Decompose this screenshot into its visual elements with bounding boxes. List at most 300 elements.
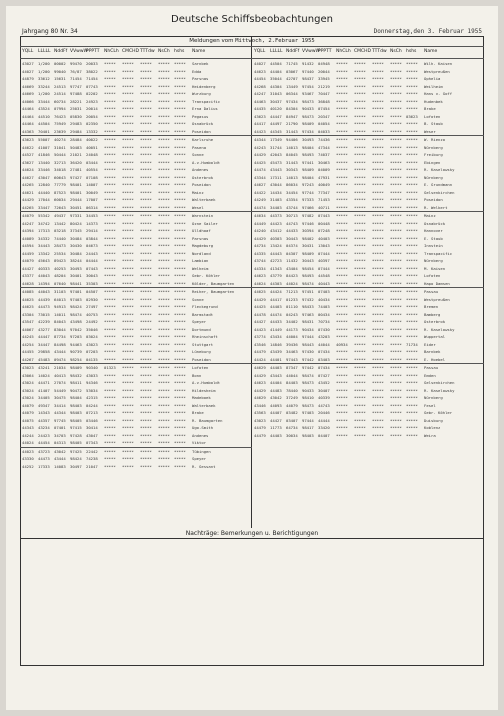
table-cell: ***** [372,182,384,187]
table-cell: ***** [158,387,170,393]
table-cell: ***** [390,220,402,226]
table-cell: 07444 [318,250,330,256]
table-cell: 40049 [318,182,330,187]
table-cell: 44627 [254,182,266,187]
ship-name-cell: Hudenbek [424,98,443,104]
ship-name-cell: Karlsruhe [192,137,214,142]
table-cell: ***** [354,167,366,172]
table-cell: 44344 [54,410,66,415]
table-cell: ***** [336,410,348,415]
table-cell: 44464 [22,113,34,119]
table-cell: ***** [390,213,402,218]
table-cell: ***** [104,432,116,438]
observations-right [254,60,482,439]
table-cell: ***** [140,417,152,423]
table-cell: 30493 [302,137,314,142]
table-cell: 98403 [302,432,314,438]
table-cell: ***** [336,356,348,362]
table-cell: 98409 [302,167,314,172]
table-cell: ***** [174,265,186,271]
meldungen-heading [166,38,338,44]
table-cell: ***** [174,387,186,393]
table-cell: 43277 [38,326,50,332]
table-cell: ***** [140,289,152,294]
table-cell: 44027 [254,61,266,66]
table-cell: 98493 [302,273,314,278]
table-row [254,257,482,265]
table-cell: 44625 [22,296,34,302]
ship-name-cell: Fleckegrund [192,304,218,309]
table-cell: 07343 [86,440,98,445]
table-cell: ***** [390,250,402,256]
table-cell: 23639 [54,128,66,134]
table-cell: 90433 [302,106,314,111]
table-cell: ***** [354,220,366,226]
table-cell: ***** [372,91,384,96]
table-cell: ***** [406,334,418,339]
ship-name-cell: Barmstadt [192,311,214,317]
table-row [22,196,250,204]
table-cell: ***** [140,167,152,172]
table-cell: ***** [104,326,116,332]
table-row [22,136,250,144]
table-cell: ***** [406,380,418,385]
table-cell: ***** [104,68,116,74]
table-cell: ***** [354,91,366,96]
table-cell: ***** [336,220,348,226]
table-cell: ***** [174,440,186,445]
table-cell: 34703 [54,432,66,438]
table-cell: ***** [390,189,402,195]
table-cell: 44268 [254,83,266,89]
ship-name-cell: Passau [424,289,439,294]
table-cell: 04507 [86,289,98,294]
table-cell: 44067 [22,326,34,332]
ship-name-cell: Reiher, Baumgarten [192,289,235,294]
table-cell: 34403 [270,204,282,210]
column-headers-right [254,48,482,58]
table-cell: 21021 [70,152,82,157]
page-title: Deutsche Schiffsbeobachtungen [171,14,333,25]
table-cell: 02350 [86,121,98,126]
table-cell: 97488 [70,91,82,96]
ship-name-cell: Weser [424,128,436,134]
table-row [254,144,482,152]
table-cell: 94346 [86,380,98,385]
table-cell: 44344 [254,137,266,142]
table-cell: 30475 [54,395,66,400]
table-cell: 44303 [270,280,282,286]
table-cell: 44455 [22,349,34,354]
table-cell: 43330 [22,456,34,461]
table-cell: 14434 [270,189,282,195]
table-cell: 98405 [70,417,82,423]
table-cell: 03446 [86,417,98,423]
table-cell: 17349 [270,137,282,142]
table-cell: ***** [390,365,402,370]
table-cell: ***** [372,106,384,111]
table-cell: ***** [104,204,116,210]
table-cell: 34742 [38,220,50,226]
table-cell: 35046 [86,326,98,332]
table-cell: 20044 [318,68,330,74]
ship-name-cell: Duisburg [424,417,443,423]
table-cell: 78440 [286,387,298,393]
table-cell: 35303 [86,280,98,286]
table-cell: 44417 [270,296,282,302]
ship-name-cell: Nürnberg [424,174,443,180]
table-cell: 84304 [286,106,298,111]
table-cell: 44627 [22,174,34,180]
table-cell: ***** [140,106,152,111]
table-cell: ***** [122,167,134,172]
table-cell: 27074 [54,380,66,385]
ship-name-cell: Hannover [424,228,443,233]
table-row [254,227,482,235]
ship-name-cell: Transpacific [424,250,453,256]
table-cell: 44004 [286,334,298,339]
table-cell: 44634 [254,213,266,218]
table-cell: ***** [140,98,152,104]
table-cell: 03218 [54,228,66,233]
table-cell: 30713 [286,213,298,218]
table-cell: ***** [140,273,152,278]
table-cell: ***** [406,68,418,74]
table-cell: 98404 [302,174,314,180]
ship-name-cell: Pegasus [192,113,209,119]
table-cell: 44623 [254,273,266,278]
table-cell: ***** [104,250,116,256]
table-cell: ***** [158,68,170,74]
table-cell: 42723 [270,258,282,263]
table-row [22,60,250,68]
table-cell: 98473 [302,380,314,385]
table-cell: 30043 [86,273,98,278]
table-cell: 44454 [254,76,266,81]
table-row [22,212,250,220]
table-cell: 07248 [318,228,330,233]
table-cell: ***** [158,128,170,134]
table-row [22,272,250,280]
table-cell: ***** [122,235,134,241]
table-cell: 43723 [38,448,50,454]
table-cell: 44628 [22,280,34,286]
table-cell: 38022 [86,68,98,74]
table-cell: 97466 [302,204,314,210]
table-cell: 07403 [318,289,330,294]
table-cell: 98404 [302,144,314,150]
table-cell: ***** [372,356,384,362]
table-cell: ***** [158,319,170,324]
table-cell: 94913 [54,304,66,309]
table-cell: 14083 [54,463,66,469]
table-cell: 43779 [270,273,282,278]
table-cell: ***** [390,98,402,104]
table-cell: 33420 [318,425,330,430]
table-cell: ***** [336,137,348,142]
table-cell: ***** [354,144,366,150]
table-cell: ***** [122,280,134,286]
table-cell: 39436 [286,341,298,347]
table-cell: ***** [372,204,384,210]
table-cell: ***** [122,243,134,248]
table-cell: ***** [158,235,170,241]
table-cell: ***** [372,402,384,408]
table-cell: ***** [104,106,116,111]
table-cell: ***** [406,174,418,180]
table-cell: ***** [122,365,134,370]
ship-name-cell: Wuppertal [424,334,446,339]
table-cell: ***** [104,296,116,302]
table-cell: ***** [158,144,170,150]
ship-name-cell: Freiburg [424,152,443,157]
table-cell: ***** [140,341,152,347]
table-cell: ***** [390,167,402,172]
table-cell: 98424 [70,304,82,309]
table-cell: ***** [158,440,170,445]
table-cell: 04244 [86,402,98,408]
table-cell: ***** [390,258,402,263]
table-cell: 44510 [38,113,50,119]
table-cell: 44625 [254,289,266,294]
table-cell: ***** [174,417,186,423]
table-cell: ***** [174,235,186,241]
table-cell: 41007 [38,144,50,150]
ship-name-cell: R. Kaselowsky [424,326,455,332]
ship-name-cell: Sonne [192,296,204,302]
table-cell: 98424 [70,456,82,461]
table-cell: 76423 [54,113,66,119]
table-cell: 44079 [22,258,34,263]
table-cell: ***** [390,380,402,385]
column-header: LLLLL [270,49,283,54]
table-row [254,372,482,380]
table-cell: 98404 [70,395,82,400]
table-cell: 30443 [302,258,314,263]
table-cell: ***** [390,235,402,241]
table-cell: ***** [372,289,384,294]
ship-name-cell: Koblenz [424,425,441,430]
table-cell: 44423 [254,128,266,134]
table-cell: 33612 [38,76,50,81]
table-cell: ***** [122,440,134,445]
table-cell: ***** [372,265,384,271]
table-cell: ***** [104,289,116,294]
table-row [254,394,482,402]
table-cell: 44443 [270,250,282,256]
table-cell: 97430 [302,349,314,354]
table-cell: ***** [140,68,152,74]
table-cell: 44023 [22,448,34,454]
table-cell: ***** [158,174,170,180]
ship-name-cell: A.v.Humboldt [192,159,221,165]
table-cell: ***** [174,258,186,263]
ship-name-cell: Bremen [424,304,439,309]
table-row [22,387,250,395]
table-cell: ***** [354,334,366,339]
table-cell: ***** [122,121,134,126]
ship-name-cell: Rheinschaft [192,334,218,339]
table-cell: ***** [336,197,348,202]
table-row [22,311,250,319]
table-cell: ***** [354,349,366,354]
table-cell: 24513 [54,83,66,89]
ship-name-cell: Osterbrok [424,319,446,324]
table-cell: 21790 [286,121,298,126]
table-cell: ***** [406,417,418,423]
table-cell: ***** [336,128,348,134]
table-cell: ***** [174,395,186,400]
table-cell: ***** [140,182,152,187]
table-cell: ***** [122,159,134,165]
table-cell: ***** [174,432,186,438]
table-cell: 14024 [38,372,50,378]
table-cell: ***** [372,83,384,89]
ship-name-cell: M. Kaisen [424,265,446,271]
table-cell: ***** [140,463,152,469]
jahrgang-text: Jahrgang 80 Nr. [22,28,69,35]
table-cell: 43027 [22,61,34,66]
table-cell: ***** [336,326,348,332]
table-cell: ***** [336,213,348,218]
column-header: hshs [174,49,185,54]
table-cell: ***** [140,213,152,218]
table-cell: ***** [390,356,402,362]
table-cell: ***** [104,319,116,324]
table-cell: ***** [336,372,348,378]
table-row [254,136,482,144]
table-row [254,424,482,432]
table-cell: ***** [336,380,348,385]
table-cell: 70447 [318,91,330,96]
table-cell: 44424 [270,289,282,294]
ship-name-cell: Barnbek [424,349,441,354]
table-cell: ***** [372,235,384,241]
table-cell: ***** [354,365,366,370]
table-cell: ***** [122,356,134,362]
table-cell: 43024 [22,380,34,385]
table-cell: 44265 [22,182,34,187]
table-cell: ***** [104,113,116,119]
ship-name-cell: Osterbrok [192,174,214,180]
table-cell: 43023 [254,417,266,423]
table-cell: ***** [406,159,418,165]
table-cell: ***** [174,334,186,339]
table-cell: 60734 [54,98,66,104]
table-cell: ***** [122,334,134,339]
table-cell: ***** [122,456,134,461]
table-cell: ***** [104,417,116,423]
ship-name-cell: Mainz [424,213,436,218]
table-row [22,242,250,250]
table-cell: 90434 [302,326,314,332]
table-cell: 36848 [318,98,330,104]
ship-name-cell: Lofoten [192,365,209,370]
table-cell: 03444 [86,159,98,165]
table-cell: ***** [406,349,418,354]
table-cell: ***** [174,356,186,362]
table-cell: ***** [336,395,348,400]
table-cell: 14011 [54,311,66,317]
table-cell: 11432 [286,258,298,263]
table-cell: ***** [390,137,402,142]
table-cell: 44335 [254,250,266,256]
table-cell: 77779 [54,182,66,187]
table-cell: 98409 [302,250,314,256]
table-cell: ***** [354,341,366,347]
ship-name-cell: Sonne [192,152,204,157]
column-header: VVwwW [70,49,88,54]
table-cell: ***** [372,121,384,126]
table-cell: 43744 [286,204,298,210]
table-cell: 97333 [302,197,314,202]
table-cell: ***** [104,448,116,454]
table-cell: ***** [336,289,348,294]
table-row [22,257,250,265]
table-row [22,83,250,91]
table-cell: ***** [406,250,418,256]
table-cell: 43024 [22,395,34,400]
table-cell: 98409 [70,365,82,370]
table-cell: ***** [174,189,186,195]
table-cell: ***** [390,326,402,332]
table-cell: 21047 [86,463,98,469]
table-row [254,204,482,212]
table-cell: ***** [336,425,348,430]
table-cell: ***** [406,280,418,286]
column-header: TTTdw [372,49,387,54]
table-cell: 40413 [54,372,66,378]
table-cell: 44363 [22,128,34,134]
table-cell: 40022 [86,137,98,142]
table-cell: 98409 [302,121,314,126]
table-cell: 60643 [54,174,66,180]
ship-name-cell: Stuttgart [192,341,214,347]
column-header: YQLL [22,49,34,54]
table-cell: ***** [122,144,134,150]
table-cell: ***** [140,356,152,362]
table-cell: ***** [406,402,418,408]
table-cell: ***** [354,204,366,210]
table-cell: 14343 [38,410,50,415]
table-cell: ***** [354,61,366,66]
table-row [22,235,250,243]
table-cell: 97463 [302,311,314,317]
table-cell: ***** [122,98,134,104]
table-cell: ***** [140,235,152,241]
table-cell: 43044 [270,182,282,187]
table-cell: 44066 [22,98,34,104]
table-cell: ***** [140,76,152,81]
table-cell: 44504 [38,121,50,126]
table-cell: 87523 [54,189,66,195]
table-cell: ***** [158,159,170,165]
table-cell: ***** [354,387,366,393]
table-cell: ***** [104,349,116,354]
ship-name-cell: Speyer [192,456,207,461]
table-cell: ***** [174,220,186,226]
table-cell: ***** [140,402,152,408]
table-cell: 71453 [318,197,330,202]
table-cell: ***** [372,220,384,226]
table-cell: 34454 [286,189,298,195]
table-cell: ***** [122,61,134,66]
table-cell: ***** [104,159,116,165]
table-cell: 44424 [254,356,266,362]
table-cell: 44474 [254,204,266,210]
table-cell: ***** [390,289,402,294]
table-cell: 07994 [54,106,66,111]
